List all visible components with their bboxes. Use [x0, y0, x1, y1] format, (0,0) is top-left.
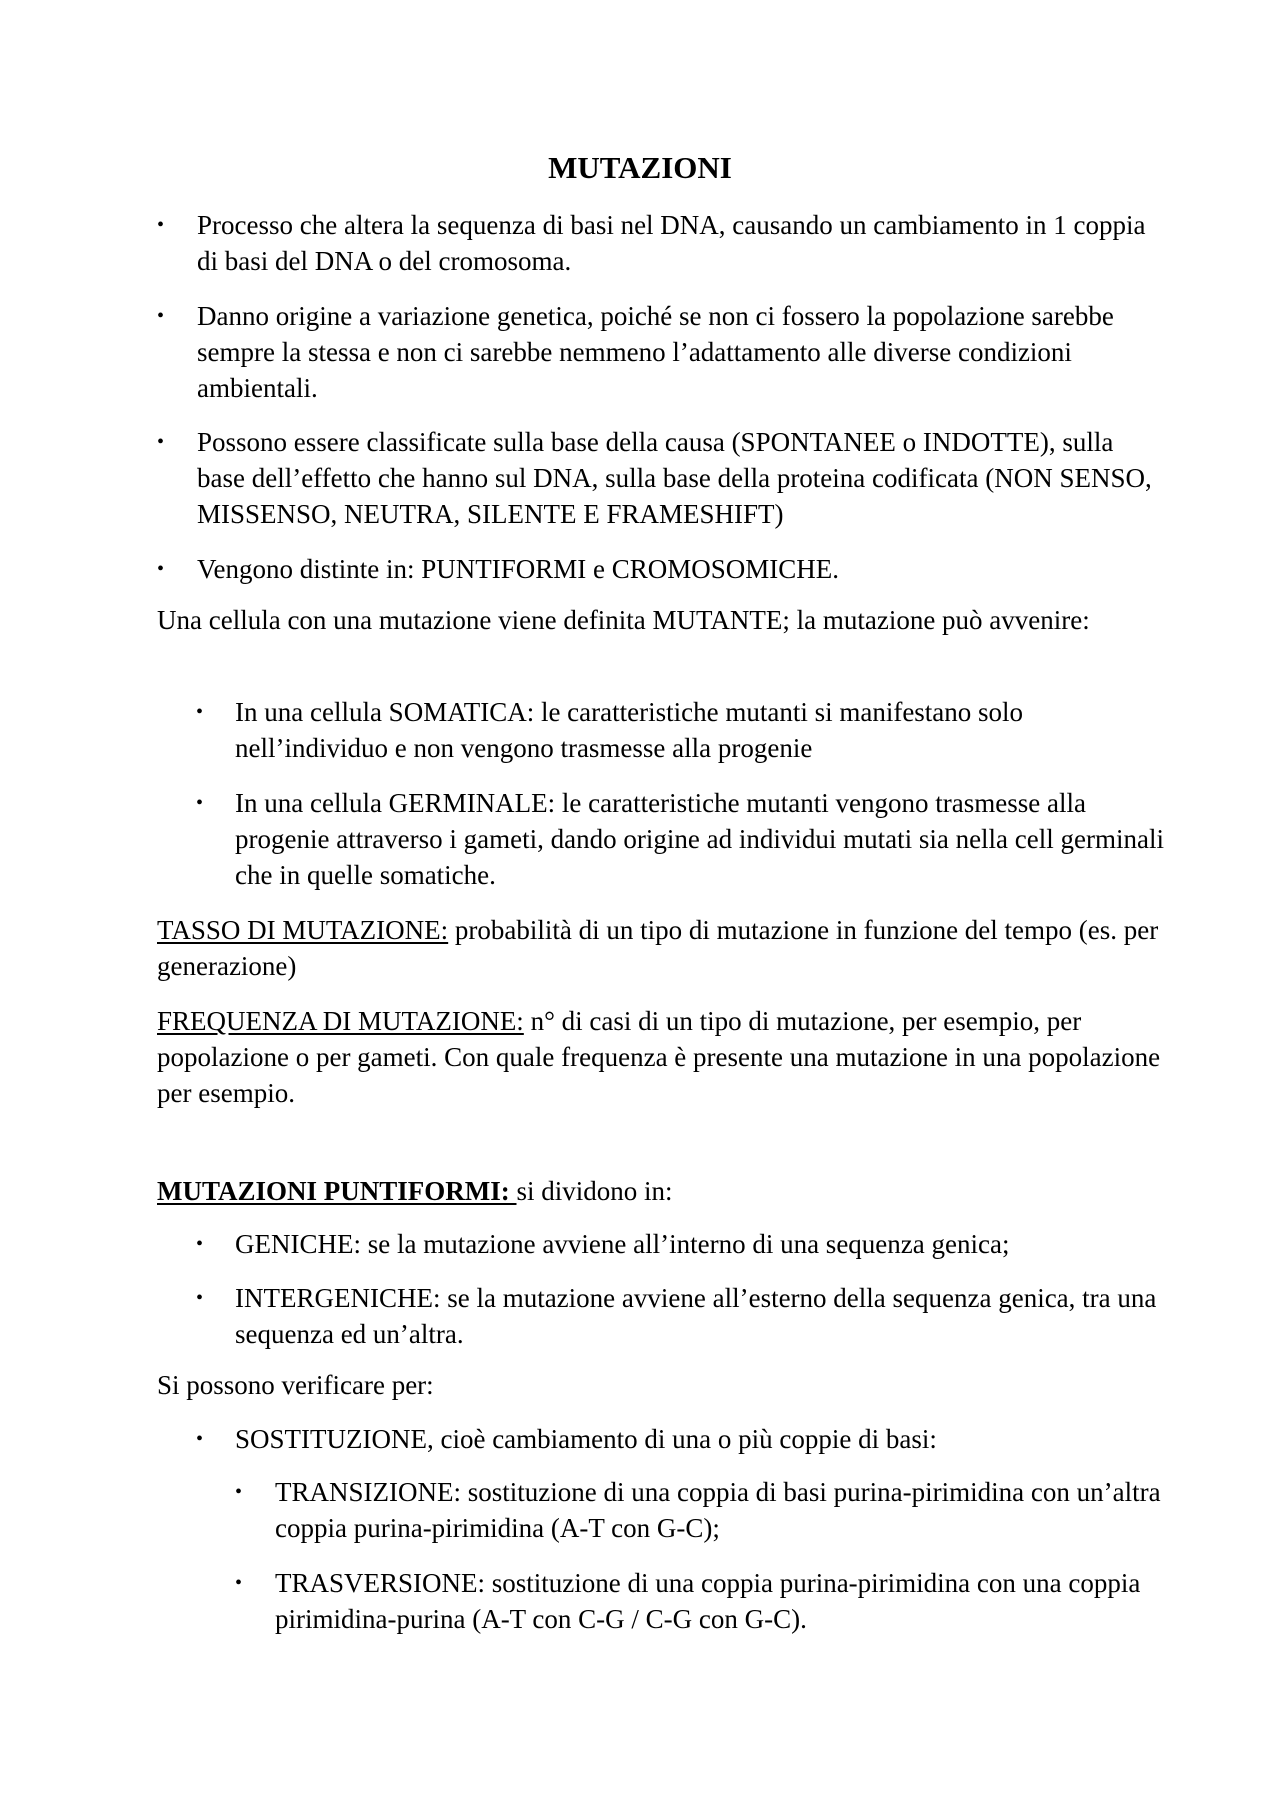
list-item: [157, 298, 1167, 406]
tasso-text: probabilità di un tipo di mutazione in funzione del tempo (es. per generazione): [157, 915, 1159, 981]
list-item: [235, 1565, 1167, 1637]
list-item-text: Danno origine a variazione genetica, poiché se non ci fossero la popolazione sarebbe sempre la stessa e non ci sarebbe nemmeno l’adattamento alle diverse condizioni ambientali.: [197, 301, 1114, 403]
bullet-icon: •: [196, 792, 204, 814]
bullet-icon: •: [157, 558, 165, 580]
bullet-icon: •: [196, 1233, 204, 1255]
list-item: [196, 1421, 1167, 1457]
list-item: [196, 1280, 1167, 1352]
tasso-definition: [157, 912, 1167, 984]
list-item-text: Possono essere classificate sulla base della causa (SPONTANEE o INDOTTE), sulla base dell’effetto che hanno sul DNA, sulla base della proteina codificata (NON SENSO, MISSENSO, NEUTRA, SILENTE E FRAMESHIFT): [197, 427, 1152, 529]
bullet-icon: •: [196, 1428, 204, 1450]
puntiformi-label: MUTAZIONI PUNTIFORMI:: [157, 1176, 517, 1206]
mutante-paragraph: Una cellula con una mutazione viene definita MUTANTE; la mutazione può avvenire:: [157, 605, 1090, 635]
bullet-icon: •: [235, 1572, 243, 1594]
puntiformi-heading: [157, 1173, 1167, 1209]
list-item-text: GENICHE: se la mutazione avviene all’interno di una sequenza genica;: [235, 1229, 1010, 1259]
list-item: [196, 694, 1167, 766]
list-item-text: In una cellula SOMATICA: le caratteristiche mutanti si manifestano solo nell’individuo e non vengono trasmesse alla progenie: [235, 697, 1024, 763]
frequenza-label: FREQUENZA DI MUTAZIONE:: [157, 1006, 524, 1036]
tasso-label: TASSO DI MUTAZIONE:: [157, 915, 449, 945]
verificare-paragraph: Si possono verificare per:: [157, 1370, 434, 1400]
list-item: [196, 1226, 1167, 1262]
list-item-text: In una cellula GERMINALE: le caratteristiche mutanti vengono trasmesse alla progenie attraverso i gameti, dando origine ad individui mutati sia nella cell germinali che in quelle somatiche.: [235, 788, 1164, 890]
list-item-text: TRANSIZIONE: sostituzione di una coppia di basi purina-pirimidina con un’altra coppia purina-pirimidina (A-T con G-C);: [275, 1477, 1161, 1543]
list-item: [157, 207, 1167, 279]
bullet-icon: •: [196, 701, 204, 723]
bullet-icon: •: [157, 214, 165, 236]
bullet-icon: •: [157, 431, 165, 453]
list-item: [235, 1474, 1167, 1546]
page-title: MUTAZIONI: [548, 150, 732, 185]
bullet-icon: •: [157, 305, 165, 327]
list-item: [157, 551, 1167, 587]
list-item: [196, 785, 1167, 893]
list-item: [157, 424, 1167, 532]
frequenza-definition: [157, 1003, 1167, 1111]
list-item-text: SOSTITUZIONE, cioè cambiamento di una o più coppie di basi:: [235, 1424, 937, 1454]
puntiformi-text: si dividono in:: [516, 1176, 673, 1206]
list-item-text: TRASVERSIONE: sostituzione di una coppia purina-pirimidina con una coppia pirimidina-purina (A-T con C-G / C-G con G-C).: [275, 1568, 1141, 1634]
list-item-text: INTERGENICHE: se la mutazione avviene all’esterno della sequenza genica, tra una sequenza ed un’altra.: [235, 1283, 1157, 1349]
list-item-text: Vengono distinte in: PUNTIFORMI e CROMOSOMICHE.: [197, 554, 840, 584]
list-item-text: Processo che altera la sequenza di basi nel DNA, causando un cambiamento in 1 coppia di basi del DNA o del cromosoma.: [197, 210, 1146, 276]
bullet-icon: •: [235, 1481, 243, 1503]
frequenza-text: n° di casi di un tipo di mutazione, per esempio, per popolazione o per gameti. Con quale frequenza è presente una mutazione in una popolazione per esempio.: [157, 1006, 1161, 1108]
bullet-icon: •: [196, 1287, 204, 1309]
